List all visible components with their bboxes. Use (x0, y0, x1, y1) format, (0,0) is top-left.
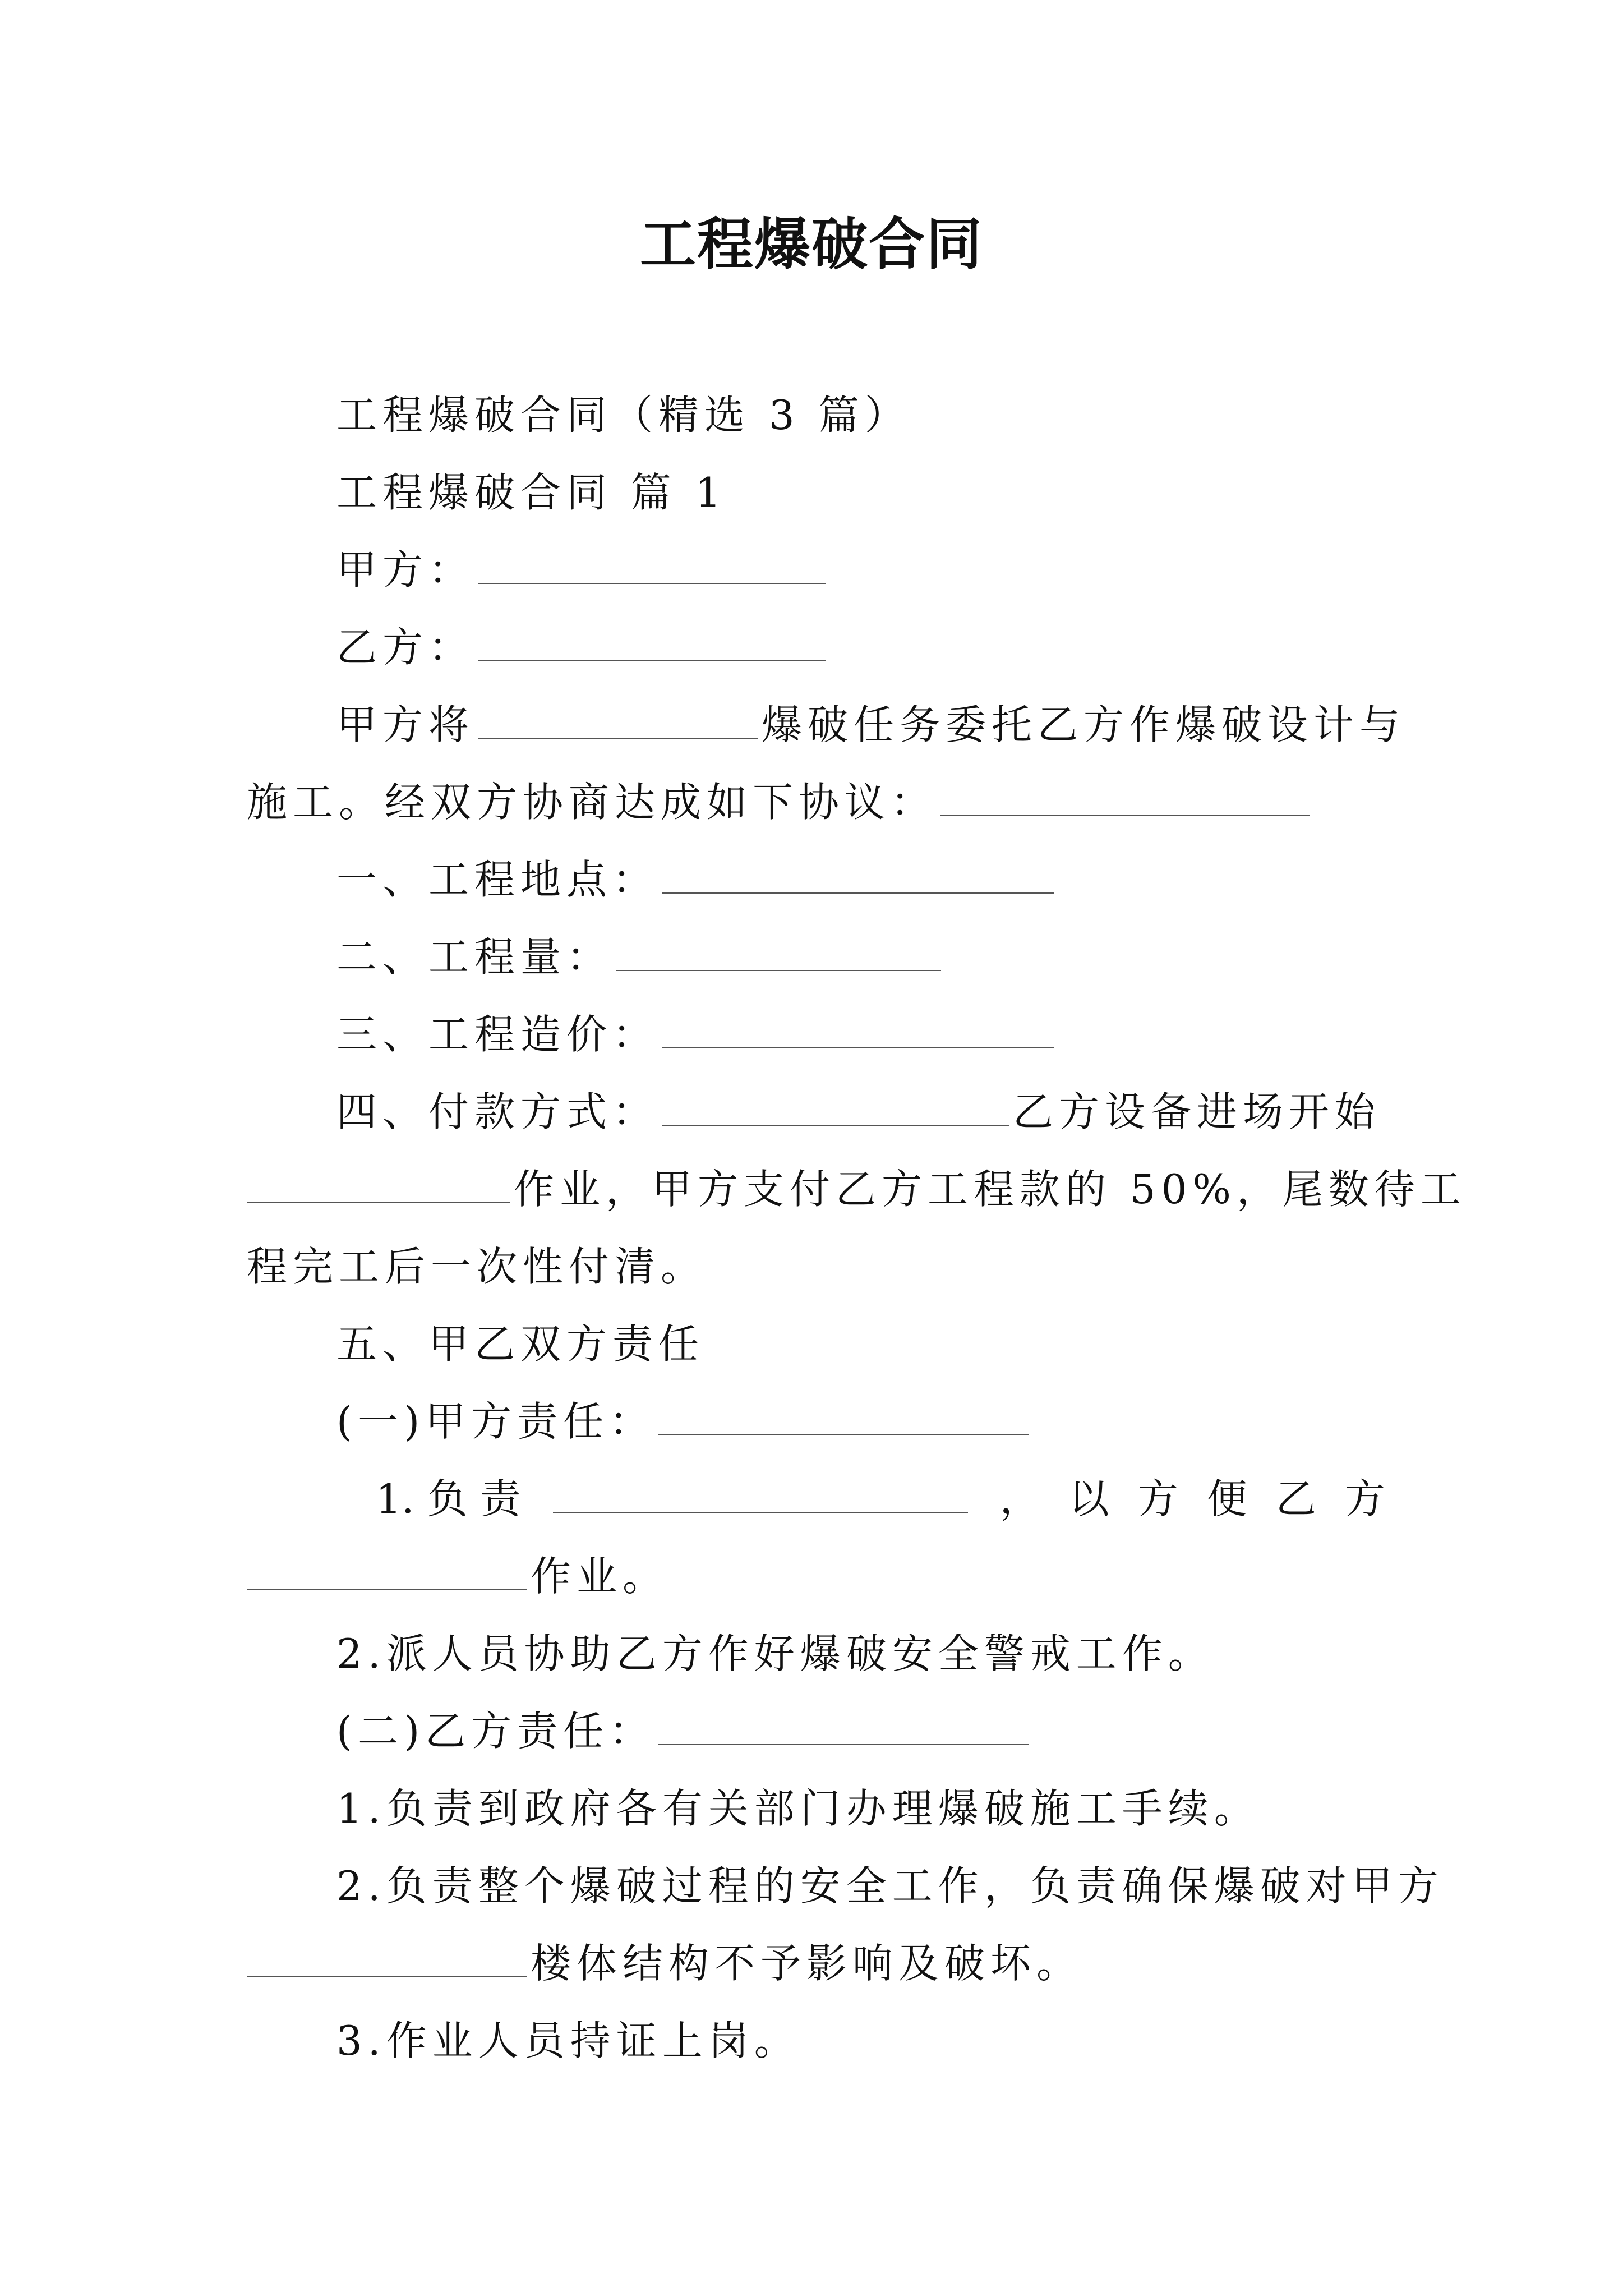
party-b-responsibility (336, 1703, 1032, 1759)
party-a-label: 甲方： (336, 546, 475, 593)
clause-quantity (336, 929, 944, 985)
paragraph-line (247, 774, 1313, 830)
clause-text: 五、甲乙双方责任 (336, 1320, 705, 1368)
paragraph-text: 1.负责到政府各有关部门办理爆破施工手续。 (336, 1785, 1260, 1832)
responsibility-blank (553, 1477, 968, 1513)
clause-text: (一)甲方责任： (336, 1398, 656, 1445)
clause-responsibility (336, 1316, 704, 1372)
paragraph-line (247, 1548, 668, 1604)
task-blank (478, 703, 758, 739)
clause-text: (二)乙方责任： (336, 1708, 656, 1755)
clause-text: 以 (1068, 1475, 1109, 1522)
clause-text: 乙方设备进场开始 (1013, 1088, 1381, 1135)
clause-text: 二、工程量： (336, 933, 613, 981)
paragraph-line (247, 1239, 707, 1295)
party-a-blank (478, 548, 826, 584)
payment-blank (662, 1090, 1009, 1126)
party-b-responsibility-blank (658, 1709, 1029, 1745)
work-blank (247, 1554, 527, 1590)
paragraph-text: 楼体结构不予影响及破坏。 (531, 1940, 1083, 1987)
paragraph-text: 程完工后一次性付清。 (247, 1243, 707, 1290)
clause-text: 四、付款方式： (336, 1088, 659, 1135)
clause-location (336, 852, 1058, 908)
clause-text: 一、工程地点： (336, 856, 659, 903)
clause-text: 1. 负 责 (376, 1475, 521, 1522)
paragraph-text: 作业。 (531, 1553, 669, 1600)
paragraph-text: 甲方将 (336, 701, 475, 748)
paragraph-text: 爆破任务委托乙方作爆破设计与 (762, 701, 1406, 748)
clause-text: 方 (1137, 1475, 1178, 1522)
cost-blank (662, 1013, 1054, 1048)
clause-payment (336, 1084, 1381, 1140)
paragraph-text: 3.作业人员持证上岗。 (336, 2017, 800, 2064)
clause-text: 方 (1344, 1475, 1385, 1522)
justified-line (376, 1471, 1385, 1527)
party-a-line (336, 542, 829, 598)
structure-blank (247, 1941, 527, 1977)
paragraph-text: 2.派人员协助乙方作好爆破安全警戒工作。 (336, 1630, 1214, 1677)
party-b-label: 乙方： (336, 624, 475, 671)
section-heading-text: 工程爆破合同 篇 1 (336, 469, 727, 516)
clause-text: 三、工程造价： (336, 1011, 659, 1058)
clause-text: 乙 (1275, 1475, 1316, 1522)
paragraph-line (336, 1858, 1444, 1914)
paragraph-line (336, 697, 1405, 753)
party-b-blank (478, 625, 826, 661)
subtitle-text: 工程爆破合同（精选 3 篇） (336, 392, 911, 439)
paragraph-line (336, 1626, 1214, 1682)
document-title: 工程爆破合同 (640, 211, 983, 277)
start-blank (247, 1167, 510, 1203)
paragraph-text: 施工。经双方协商达成如下协议： (247, 779, 937, 826)
paragraph-text: 2.负责整个爆破过程的安全工作，负责确保爆破对甲方 (336, 1862, 1444, 1910)
section-heading (336, 464, 727, 521)
party-a-responsibility (336, 1393, 1032, 1450)
subtitle-line (336, 387, 911, 443)
location-blank (662, 858, 1054, 894)
agreement-blank (940, 780, 1310, 816)
paragraph-text: 作业，甲方支付乙方工程款的 50%，尾数待工 (514, 1166, 1467, 1213)
party-a-responsibility-blank (658, 1400, 1029, 1435)
paragraph-line (247, 1161, 1467, 1217)
clause-cost (336, 1006, 1058, 1062)
clause-text: 便 (1206, 1475, 1247, 1522)
paragraph-line (247, 1935, 1082, 1991)
paragraph-line (336, 2013, 800, 2069)
clause-text: ， (999, 1475, 1040, 1522)
party-b-line (336, 619, 829, 675)
paragraph-line (336, 1780, 1260, 1837)
quantity-blank (616, 935, 941, 971)
